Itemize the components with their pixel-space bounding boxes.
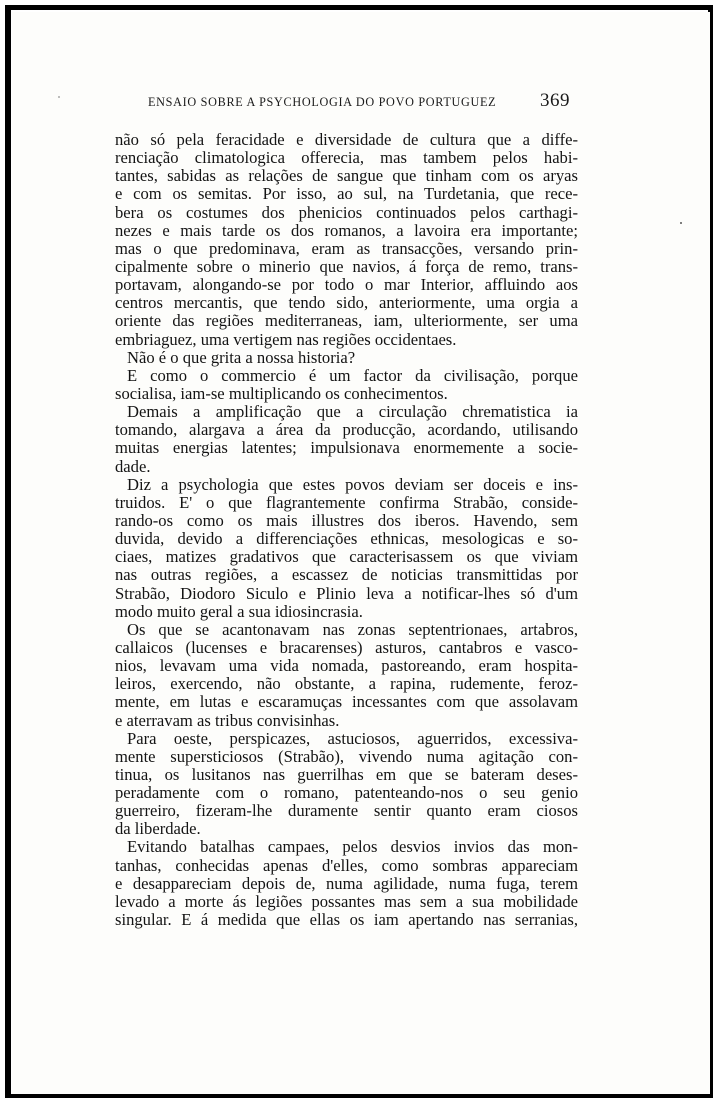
text-line: mente supersticiosos (Strabão), vivendo numa agitação con- — [115, 746, 578, 766]
body-text — [115, 131, 578, 929]
text-line: modo muito geral a sua idiosincrasia. — [115, 601, 363, 621]
text-line: Strabão, Diodoro Siculo e Plinio leva a notificar-lhes só d'um — [115, 583, 578, 603]
text-line: não só pela feracidade e diversidade de cultura que a diffe- — [115, 130, 578, 149]
scan-speck — [680, 222, 682, 224]
text-line: centros mercantis, que tendo sido, anteriormente, uma orgia a — [115, 293, 578, 313]
page-number: 369 — [540, 90, 570, 111]
text-line: cipalmente sobre o minerio que navios, á força de remo, trans- — [115, 256, 578, 276]
text-line: nios, levavam uma vida nomada, pastoreando, eram hospita- — [115, 656, 578, 676]
text-line: rando-os como os mais illustres dos iberos. Havendo, sem — [115, 510, 578, 530]
text-line: bera os costumes dos phenicios continuados pelos carthagi- — [115, 202, 578, 222]
scan-speck — [58, 96, 60, 98]
text-line: socialisa, iam-se multiplicando os conhecimentos. — [115, 383, 448, 403]
text-line: duvida, devido a differenciações ethnicas, mesologicas e so- — [115, 529, 578, 549]
text-line: mente, em lutas e escaramuças incessantes com que assolavam — [115, 692, 578, 712]
text-line: da liberdade. — [115, 819, 201, 839]
text-line: muitas energias latentes; impulsionava enormemente a socie- — [115, 438, 578, 458]
text-line: portavam, alongando-se por todo o mar Interior, affluindo aos — [115, 275, 578, 295]
text-line: tantes, sabidas as relações de sangue que tinham com os aryas — [115, 166, 578, 186]
text-line: embriaguez, uma vertigem nas regiões occidentaes. — [115, 329, 457, 349]
text-line: Os que se acantonavam nas zonas septentrionaes, artabros, — [127, 619, 578, 639]
text-line: tanhas, conhecidas apenas d'elles, como sombras appareciam — [115, 855, 578, 875]
text-line: E como o commercio é um factor da civilisação, porque — [127, 365, 578, 385]
text-line: Demais a amplificação que a circulação chrematistica ia — [127, 402, 578, 422]
text-line: tomando, alargava a área da producção, acordando, utilisando — [115, 420, 578, 440]
text-line: e desappareciam depois de, numa agilidade, numa fuga, terem — [115, 873, 578, 893]
text-line: nezes e mais tarde os dos romanos, a lavoira era importante; — [115, 220, 578, 240]
text-line: tinua, os lusitanos nas guerrilhas em que se bateram deses- — [115, 764, 578, 784]
text-line: nas outras regiões, a escassez de noticias transmittidas por — [115, 565, 578, 585]
page-header — [140, 92, 580, 116]
text-line: oriente das regiões mediterraneas, iam, ulteriormente, ser uma — [115, 311, 578, 331]
text-line: ciaes, matizes gradativos que caracterisassem os que viviam — [115, 547, 578, 567]
text-line: guerreiro, fizeram-lhe duramente sentir quanto eram ciosos — [115, 801, 578, 821]
running-head: ENSAIO SOBRE A PSYCHOLOGIA DO POVO PORTUGUEZ — [148, 95, 497, 109]
text-line: truidos. E' o que flagrantemente confirma Strabão, conside- — [115, 492, 578, 512]
text-line: dade. — [115, 456, 151, 476]
text-line: Para oeste, perspicazes, astuciosos, aguerridos, excessiva- — [127, 728, 578, 748]
text-line: e com os semitas. Por isso, ao sul, na Turdetania, que rece- — [115, 184, 578, 204]
text-line: Evitando batalhas campaes, pelos desvios invios das mon- — [127, 837, 578, 857]
text-line: callaicos (lucenses e bracarenses) asturos, cantabros e vasco- — [115, 637, 578, 657]
text-line: renciação climatologica offerecia, mas tambem pelos habi- — [115, 148, 578, 168]
text-line: singular. E á medida que ellas os iam apertando nas serranias, — [115, 910, 578, 930]
text-line: levado a morte ás legiões possantes mas sem a sua mobilidade — [115, 891, 578, 911]
text-line: peradamente com o romano, patenteando-nos o seu genio — [115, 783, 578, 803]
text-line: e aterravam as tribus convisinhas. — [115, 710, 340, 730]
text-line: leiros, exercendo, não obstante, a rapina, rudemente, feroz- — [115, 674, 578, 694]
text-line: Diz a psychologia que estes povos deviam ser doceis e ins- — [127, 474, 578, 494]
text-line: mas o que predominava, eram as transacções, versando prin- — [115, 238, 578, 258]
text-line: Não é o que grita a nossa historia? — [127, 347, 356, 367]
